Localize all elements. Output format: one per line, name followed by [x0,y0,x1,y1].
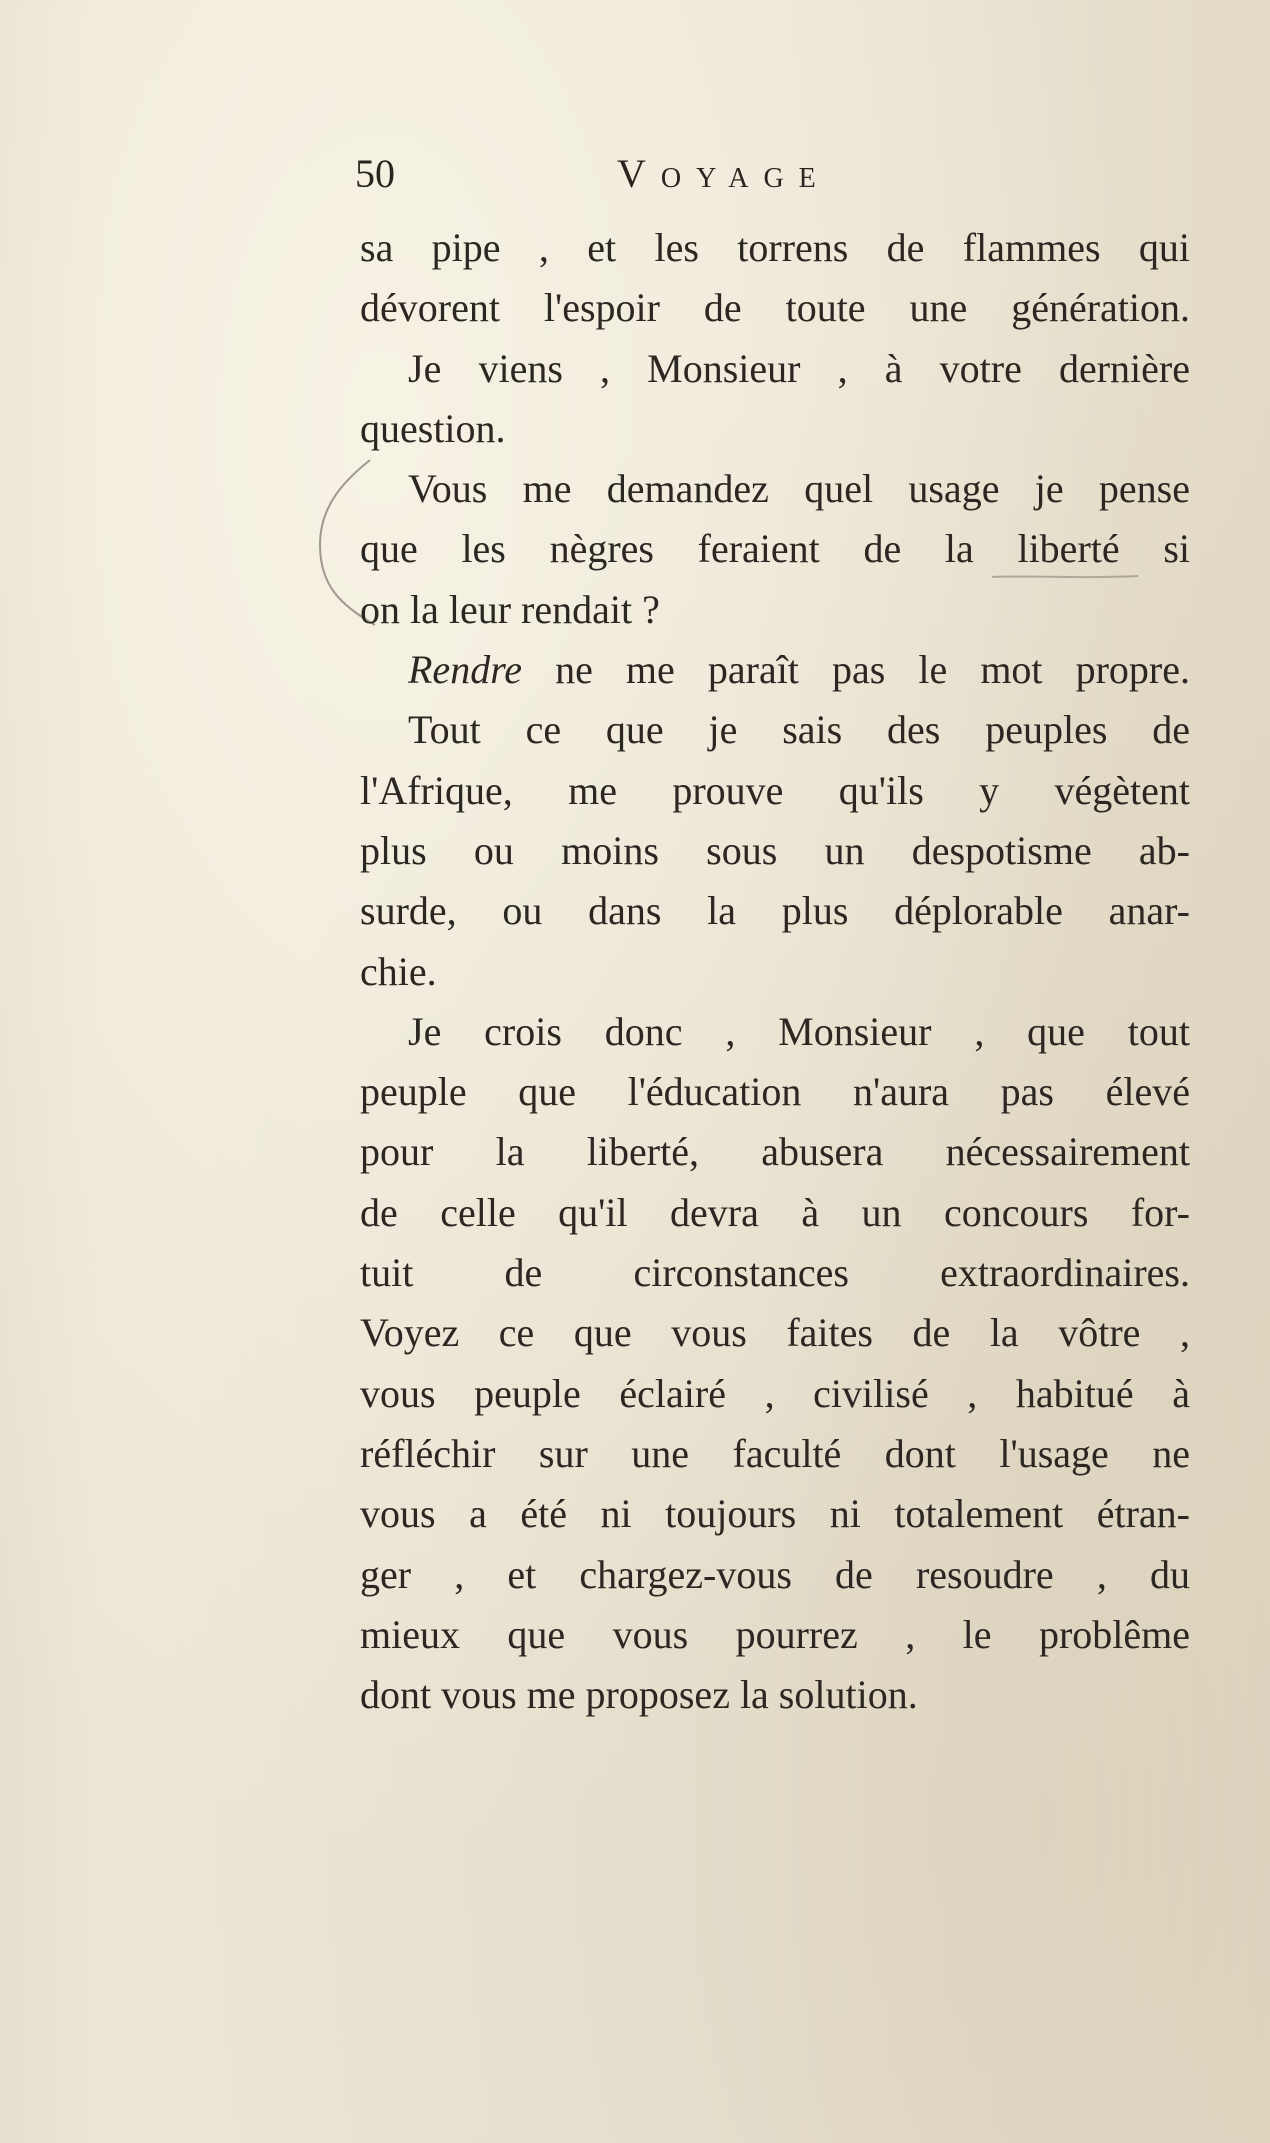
text-line: tuit de circonstances extraordinaires. [360,1250,1190,1296]
text-line: réfléchir sur une faculté dont l'usage ne [360,1430,1190,1476]
text-line: Tout ce que je sais des peuples de [408,707,1190,753]
text-line: ger , et chargez-vous de resoudre , du [360,1551,1190,1597]
text-line: chie. [360,948,437,994]
text-line: sa pipe , et les torrens de flammes qui [360,225,1190,270]
running-head [355,150,875,200]
text-line: dont vous me proposez la solution. [360,1672,918,1718]
text-line: de celle qu'il devra à un concours for- [360,1189,1190,1235]
italic-word: Rendre [408,647,523,693]
text-line: on la leur rendait ? [360,586,660,632]
text-line: mieux que vous pourrez , le problême [360,1611,1190,1657]
body-text [360,218,1190,1725]
text-line-with-italic [360,640,1190,700]
text-line: surde, ou dans la plus déplorable anar- [360,888,1190,934]
text-line: vous peuple éclairé , civilisé , habitué à [360,1370,1190,1416]
text-line: question. [360,405,506,451]
running-title: Voyage [617,151,831,196]
text-line: Voyez ce que vous faites de la vôtre , [360,1310,1190,1356]
text-line: plus ou moins sous un despotisme ab- [360,827,1190,873]
page-number: 50 [355,151,395,196]
text-line: Vous me demandez quel usage je pense [408,466,1190,512]
text-line: vous a été ni toujours ni totalement étran- [360,1491,1190,1537]
text-line: Je viens , Monsieur , à votre dernière [408,345,1190,391]
text-line: que les nègres feraient de la liberté si [360,526,1190,572]
text-line: Je crois donc , Monsieur , que tout [408,1008,1190,1054]
text-line: pour la liberté, abusera nécessairement [360,1129,1190,1175]
text-line: l'Afrique, me prouve qu'ils y végètent [360,767,1190,813]
text-line-rest: ne me paraît pas le mot propre. [555,647,1191,693]
text-line: peuple que l'éducation n'aura pas élevé [360,1069,1190,1115]
text-line: dévorent l'espoir de toute une génération. [360,285,1190,331]
